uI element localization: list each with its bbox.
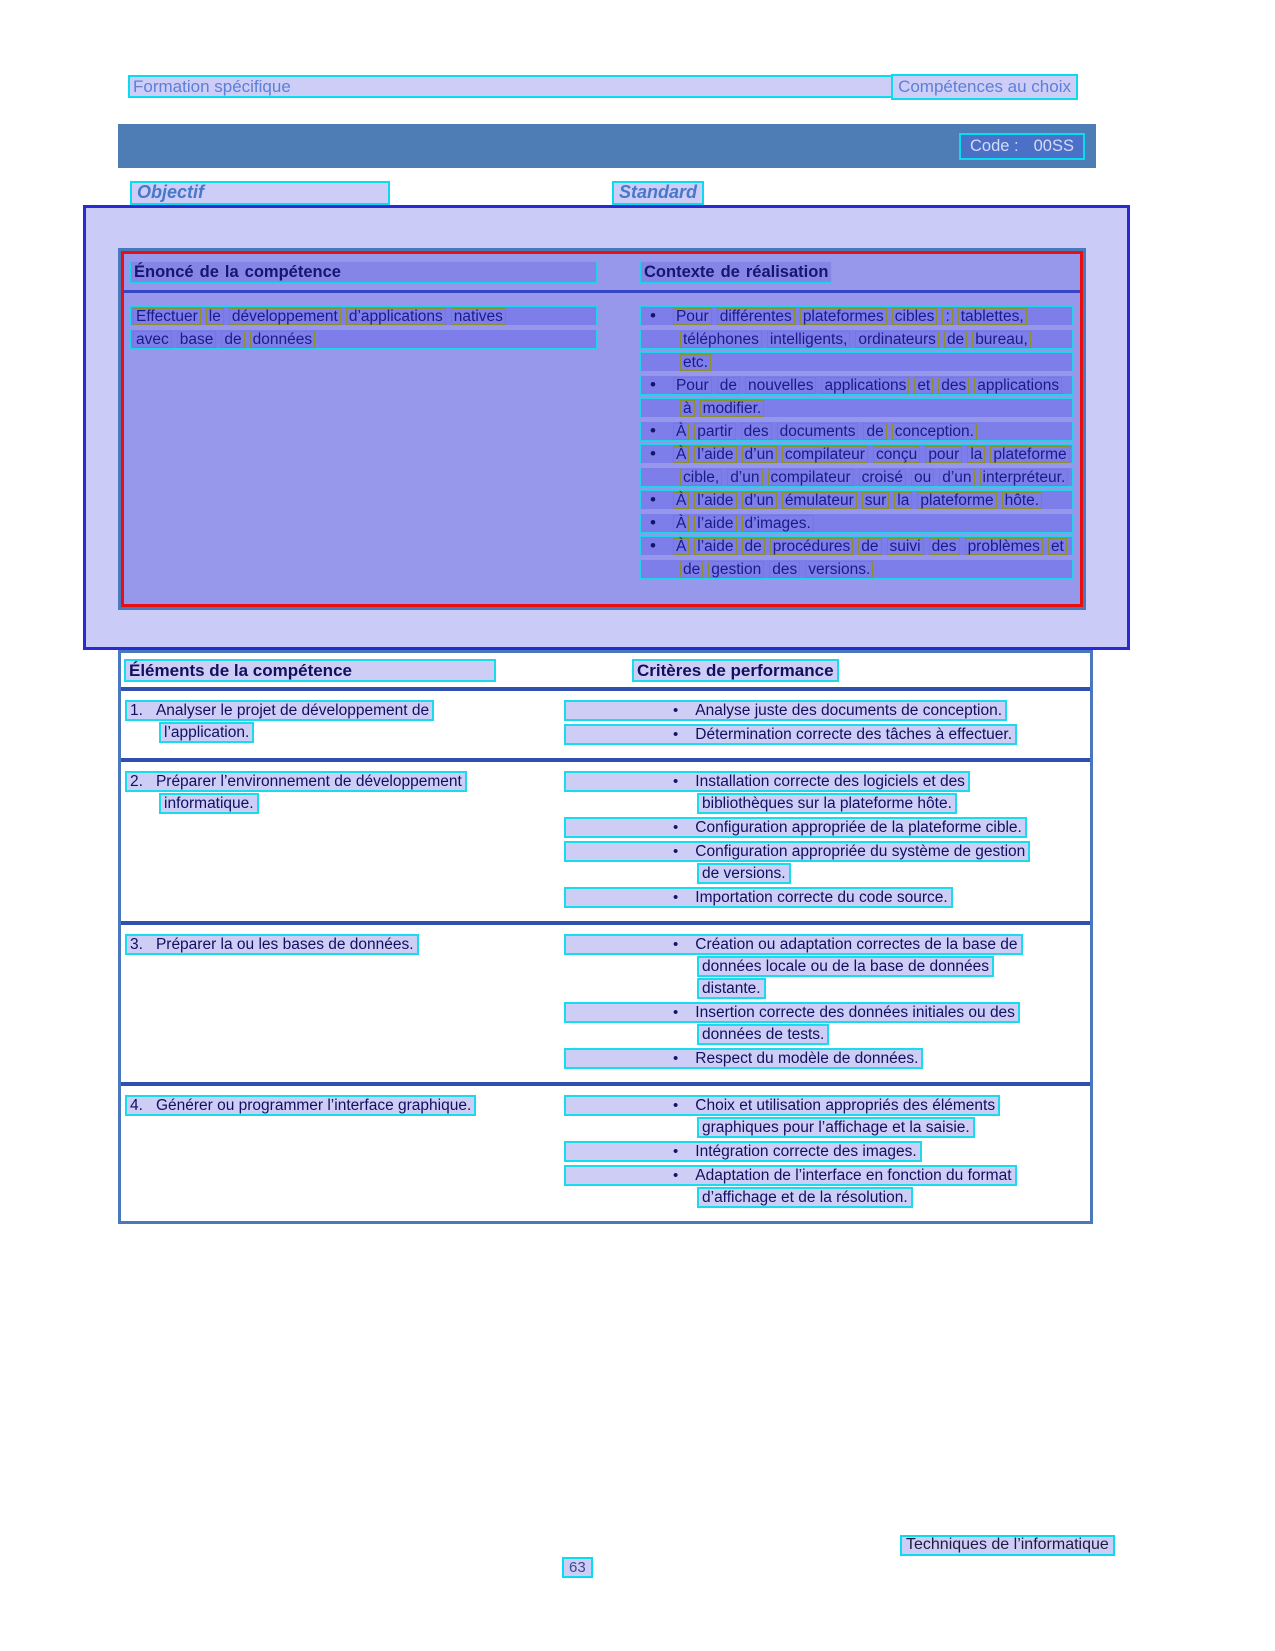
ocr-word: base (177, 331, 217, 348)
bullet-icon: • (650, 536, 656, 555)
ocr-word: des (769, 561, 800, 578)
context-item (640, 306, 1073, 372)
criteria-text: Configuration appropriée de la plateforme cible. (695, 819, 1022, 836)
element-line (159, 793, 564, 815)
criteria-text: bibliothèques sur la plateforme hôte. (702, 795, 952, 812)
highlight (564, 700, 1007, 721)
criteria-text: Intégration correcte des images. (695, 1143, 917, 1160)
highlight (564, 724, 1017, 745)
criteria-item (564, 887, 1086, 909)
criteria-text: Analyse juste des documents de conception. (695, 702, 1003, 719)
criteria-cell (564, 771, 1090, 911)
bullet-icon: • (673, 701, 679, 719)
footer-page-number: 63 (562, 1557, 593, 1578)
ocr-word: des (938, 377, 969, 394)
criteria-text: graphiques pour l’affichage et la saisie. (702, 1119, 970, 1136)
bullet-icon: • (673, 725, 679, 743)
bullet-icon: • (673, 772, 679, 790)
context-line (640, 490, 1073, 510)
ocr-word: Énoncé (134, 262, 194, 281)
criteria-line (564, 934, 1086, 956)
criteria-line (564, 724, 1086, 746)
bullet-icon: • (673, 1003, 679, 1021)
criteria-line (564, 887, 1086, 909)
ocr-word: de (221, 331, 244, 348)
ocr-word: tablettes, (958, 308, 1027, 325)
criteria-text: de versions. (702, 865, 786, 882)
element-text: Préparer l’environnement de développement (155, 773, 462, 790)
context-line (640, 444, 1073, 464)
ocr-word: conçu (873, 446, 920, 463)
criteria-line (697, 793, 1086, 815)
header-elements: Éléments de la compétence (124, 659, 496, 682)
bullet-icon: • (650, 375, 656, 394)
criteria-item (564, 934, 1086, 1000)
highlight (697, 1117, 975, 1138)
ocr-word: de (944, 331, 967, 348)
criteria-cell (564, 1095, 1090, 1211)
highlight (697, 1024, 829, 1045)
ocr-word: téléphones (680, 331, 762, 348)
context-line (640, 375, 1073, 395)
criteria-item (564, 1048, 1086, 1070)
ocr-word: bureau, (972, 331, 1031, 348)
element-text: Générer ou programmer l’interface graphique. (155, 1097, 472, 1114)
running-header (128, 75, 1078, 98)
criteria-text: Insertion correcte des données initiales ou des (695, 1004, 1015, 1021)
standard-label: Standard (612, 181, 704, 205)
context-item (640, 375, 1073, 418)
ocr-word: l’aide (694, 492, 736, 509)
bullet-icon: • (673, 1142, 679, 1160)
running-header-left: Formation spécifique (133, 76, 291, 96)
criteria-text: Détermination correcte des tâches à effectuer. (695, 726, 1013, 743)
context-item (640, 490, 1073, 510)
ocr-word: À (673, 515, 689, 532)
ocr-word: de (717, 377, 740, 394)
bullet-icon: • (673, 935, 679, 953)
highlight (125, 700, 434, 721)
ocr-word: la (967, 446, 985, 463)
criteria-item (564, 700, 1086, 722)
ocr-word: ou (911, 469, 934, 486)
ocr-word: natives (451, 308, 506, 325)
ocr-word: pour (925, 446, 962, 463)
ocr-word: etc. (680, 354, 711, 371)
ocr-word: Effectuer (133, 308, 201, 325)
table-row (121, 1082, 1090, 1221)
criteria-line (564, 1002, 1086, 1024)
element-line (125, 1095, 564, 1117)
ocr-word: Pour (673, 308, 712, 325)
element-text: Préparer la ou les bases de données. (155, 936, 414, 953)
ocr-word: croisé (859, 469, 906, 486)
element-cell (121, 771, 564, 911)
ocr-word: interpréteur. (980, 469, 1069, 486)
element-cell (121, 1095, 564, 1211)
code-label: Code : (970, 137, 1019, 155)
running-header-right: Compétences au choix (891, 74, 1078, 100)
table-row (121, 758, 1090, 921)
competence-box-rim (118, 248, 1086, 610)
ocr-word: applications (821, 377, 909, 394)
criteria-item (564, 1165, 1086, 1209)
ocr-word: l’aide (694, 446, 736, 463)
statement-lines (130, 306, 597, 582)
highlight (564, 1165, 1017, 1186)
ocr-word: la (224, 262, 239, 281)
highlight (564, 887, 953, 908)
highlight (697, 793, 957, 814)
criteria-text: Choix et utilisation appropriés des éléments (695, 1097, 996, 1114)
context-line (640, 306, 1073, 326)
elements-table-header (121, 653, 1090, 691)
table-row (121, 691, 1090, 758)
context-item (640, 536, 1073, 579)
competence-box (121, 251, 1083, 607)
context-line (640, 536, 1073, 556)
header-criteres: Critères de performance (632, 659, 839, 682)
criteria-line (564, 1165, 1086, 1187)
ocr-word: À (673, 446, 689, 463)
ocr-word: plateformes (800, 308, 887, 325)
criteria-cell (564, 934, 1090, 1072)
criteria-item (564, 817, 1086, 839)
ocr-word: cible, (680, 469, 722, 486)
highlight (564, 1095, 1000, 1116)
ocr-word: modifier. (700, 400, 765, 417)
ocr-word: d’un (939, 469, 974, 486)
criteria-line (697, 1024, 1086, 1046)
highlight (159, 793, 259, 814)
highlight (697, 863, 791, 884)
ocr-word: problèmes (965, 538, 1043, 555)
ocr-word: des (929, 538, 960, 555)
highlight (564, 1141, 922, 1162)
ocr-word: à (680, 400, 695, 417)
criteria-line (564, 841, 1086, 863)
criteria-text: d’affichage et de la résolution. (702, 1189, 908, 1206)
highlight (125, 771, 467, 792)
ocr-word: d’un (742, 492, 777, 509)
criteria-item (564, 1002, 1086, 1046)
bullet-icon: • (673, 1166, 679, 1184)
bullet-icon: • (673, 1096, 679, 1114)
criteria-line (564, 1048, 1086, 1070)
competence-outer-box (83, 205, 1130, 650)
criteria-cell (564, 700, 1090, 748)
ocr-word: compilateur (782, 446, 868, 463)
ocr-word: ordinateurs (855, 331, 939, 348)
bullet-icon: • (673, 1049, 679, 1067)
criteria-text: Installation correcte des logiciels et des (695, 773, 965, 790)
ocr-word: d’un (742, 446, 777, 463)
criteria-text: Respect du modèle de données. (695, 1050, 919, 1067)
statement-line (130, 329, 597, 349)
criteria-item (564, 724, 1086, 746)
title-banner (118, 124, 1096, 168)
table-row (121, 921, 1090, 1082)
ocr-word: et (1048, 538, 1067, 555)
criteria-item (564, 771, 1086, 815)
element-line (159, 722, 564, 744)
bullet-icon: • (650, 513, 656, 532)
criteria-line (697, 1187, 1086, 1209)
element-line (125, 934, 564, 956)
ocr-word: documents (777, 423, 859, 440)
ocr-word: réalisation (745, 262, 829, 281)
ocr-word: différentes (717, 308, 795, 325)
context-line (640, 329, 1073, 349)
ocr-word: et (914, 377, 933, 394)
ocr-word: gestion (708, 561, 764, 578)
criteria-line (564, 771, 1086, 793)
highlight (564, 1002, 1020, 1023)
highlight (697, 956, 994, 977)
criteria-text: Configuration appropriée du système de gestion (695, 843, 1026, 860)
criteria-line (697, 978, 1086, 1000)
ocr-word: de (863, 423, 886, 440)
bullet-icon: • (650, 490, 656, 509)
context-items (640, 306, 1075, 582)
ocr-word: avec (133, 331, 172, 348)
element-text: Analyser le projet de développement de (155, 702, 430, 719)
ocr-word: partir (694, 423, 735, 440)
ocr-word: d’images. (742, 515, 814, 532)
ocr-word: d’applications (346, 308, 446, 325)
ocr-word: de (858, 538, 881, 555)
criteria-line (564, 1141, 1086, 1163)
bullet-icon: • (673, 888, 679, 906)
highlight (564, 841, 1030, 862)
criteria-text: données de tests. (702, 1026, 825, 1043)
ocr-word: des (741, 423, 772, 440)
criteria-line (564, 817, 1086, 839)
criteria-line (697, 863, 1086, 885)
criteria-text: Importation correcte du code source. (695, 889, 948, 906)
footer-program: Techniques de l’informatique (900, 1535, 1115, 1556)
context-item (640, 421, 1073, 441)
element-text: l’application. (164, 724, 250, 741)
ocr-word: données (250, 331, 315, 348)
ocr-word: de (199, 262, 219, 281)
ocr-word: À (673, 492, 689, 509)
competence-table-header (130, 254, 1074, 290)
ocr-word: d’un (727, 469, 762, 486)
bullet-icon: • (673, 818, 679, 836)
header-contexte (640, 261, 832, 283)
ocr-word: Pour (673, 377, 712, 394)
ocr-word: plateforme (990, 446, 1069, 463)
code-box (959, 133, 1085, 160)
statement-line (130, 306, 597, 326)
element-number: 3. (130, 936, 143, 953)
ocr-word: À (673, 538, 689, 555)
highlight (564, 817, 1027, 838)
element-cell (121, 934, 564, 1072)
bullet-icon: • (673, 842, 679, 860)
header-enonce (130, 261, 597, 283)
ocr-word: versions. (805, 561, 873, 578)
context-item (640, 444, 1073, 487)
ocr-word: : (942, 308, 952, 325)
ocr-word: À (673, 423, 689, 440)
bullet-icon: • (650, 444, 656, 463)
context-line (640, 559, 1073, 579)
highlight (564, 771, 970, 792)
element-text: informatique. (164, 795, 254, 812)
ocr-word: conception. (892, 423, 977, 440)
context-line (640, 467, 1073, 487)
criteria-text: Adaptation de l’interface en fonction du format (695, 1167, 1012, 1184)
bullet-icon: • (650, 306, 656, 325)
criteria-line (697, 956, 1086, 978)
element-number: 4. (130, 1097, 143, 1114)
criteria-item (564, 1095, 1086, 1139)
context-item (640, 513, 1073, 533)
criteria-text: Création ou adaptation correctes de la base de (695, 936, 1018, 953)
element-number: 2. (130, 773, 143, 790)
criteria-line (564, 700, 1086, 722)
context-line (640, 513, 1073, 533)
ocr-word: hôte. (1002, 492, 1042, 509)
ocr-word: nouvelles (745, 377, 817, 394)
elements-table (118, 650, 1093, 1224)
ocr-word: l’aide (694, 538, 736, 555)
code-value: 00SS (1033, 137, 1074, 155)
objectif-label: Objectif (130, 181, 390, 205)
ocr-word: de (720, 262, 740, 281)
criteria-line (697, 1117, 1086, 1139)
ocr-word: la (894, 492, 912, 509)
criteria-text: données locale ou de la base de données (702, 958, 989, 975)
ocr-word: compétence (244, 262, 341, 281)
ocr-word: développement (229, 308, 341, 325)
criteria-item (564, 841, 1086, 885)
competence-table-body (130, 293, 1074, 582)
context-line (640, 398, 1073, 418)
ocr-word: plateforme (917, 492, 996, 509)
ocr-word: le (206, 308, 224, 325)
highlight (125, 1095, 476, 1116)
ocr-word: suivi (887, 538, 924, 555)
ocr-word: procédures (770, 538, 854, 555)
ocr-word: de (742, 538, 765, 555)
ocr-word: applications (974, 377, 1062, 394)
highlight (159, 722, 254, 743)
highlight (125, 934, 419, 955)
bullet-icon: • (650, 421, 656, 440)
ocr-word: sur (862, 492, 890, 509)
element-line (125, 771, 564, 793)
highlight (697, 978, 766, 999)
ocr-word: cibles (892, 308, 938, 325)
criteria-line (564, 1095, 1086, 1117)
ocr-word: émulateur (782, 492, 857, 509)
ocr-word: Contexte (644, 262, 715, 281)
criteria-item (564, 1141, 1086, 1163)
highlight (564, 934, 1023, 955)
ocr-word: l’aide (694, 515, 736, 532)
context-line (640, 352, 1073, 372)
element-line (125, 700, 564, 722)
ocr-word: de (680, 561, 703, 578)
context-line (640, 421, 1073, 441)
elements-table-rows (121, 691, 1090, 1221)
highlight (697, 1187, 913, 1208)
element-cell (121, 700, 564, 748)
criteria-text: distante. (702, 980, 761, 997)
ocr-word: compilateur (768, 469, 854, 486)
highlight (564, 1048, 923, 1069)
element-number: 1. (130, 702, 143, 719)
ocr-word: intelligents, (767, 331, 851, 348)
